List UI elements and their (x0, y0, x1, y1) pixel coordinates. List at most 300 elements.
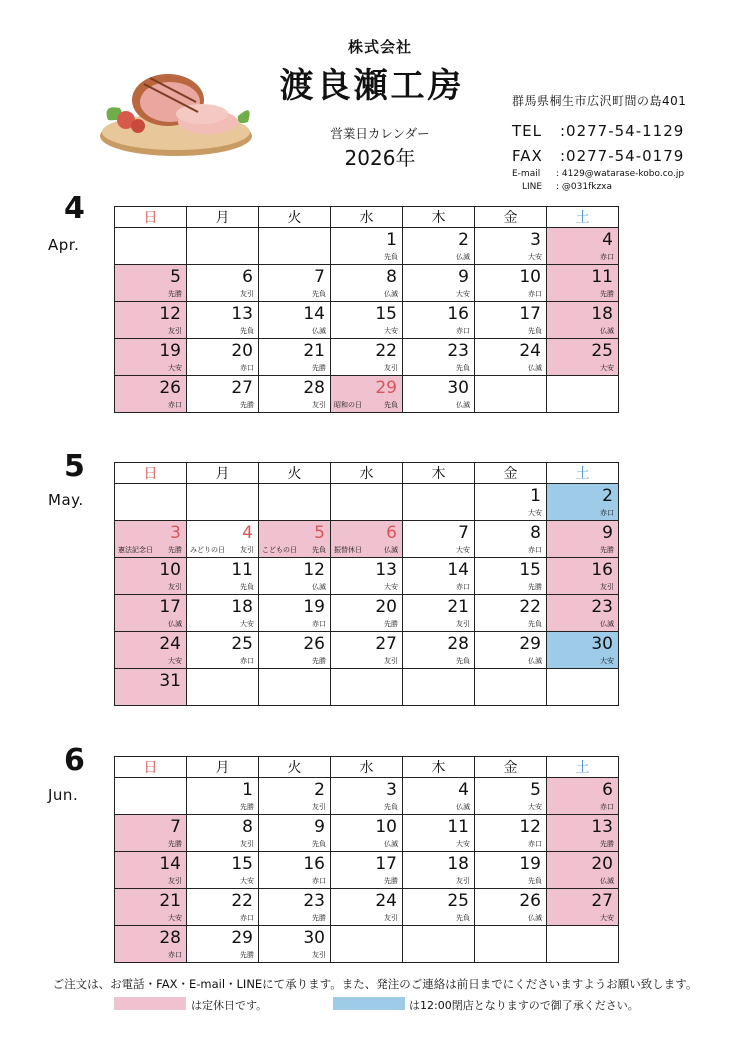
day-cell (331, 265, 403, 302)
weekday-header-row (115, 207, 619, 228)
rokuyo-label: 大安 (240, 620, 254, 628)
day-cell (187, 558, 259, 595)
day-number: 30 (303, 928, 325, 948)
weekday-header: 日 (115, 463, 187, 484)
day-cell (475, 852, 547, 889)
company-name: 渡良瀬工房 (279, 66, 465, 106)
rokuyo-label: 仏滅 (312, 583, 326, 591)
day-cell (547, 484, 619, 521)
empty-day-cell (259, 228, 331, 265)
weekday-header: 土 (547, 757, 619, 778)
day-number: 10 (375, 817, 397, 837)
rokuyo-label: 赤口 (312, 620, 326, 628)
day-cell (259, 632, 331, 669)
rokuyo-label: 先勝 (600, 840, 614, 848)
day-cell (403, 778, 475, 815)
rokuyo-label: 大安 (384, 327, 398, 335)
weekday-header: 水 (331, 757, 403, 778)
day-number: 24 (375, 891, 397, 911)
day-number: 15 (231, 854, 253, 874)
rokuyo-label: 大安 (528, 509, 542, 517)
day-cell (547, 302, 619, 339)
day-cell (547, 558, 619, 595)
week-row (115, 228, 619, 265)
day-cell (187, 265, 259, 302)
day-number: 27 (231, 378, 253, 398)
empty-day-cell (115, 484, 187, 521)
calendar-year: 2026年 (344, 146, 416, 170)
day-number: 16 (591, 560, 613, 580)
day-number: 28 (303, 378, 325, 398)
weekday-header: 月 (187, 463, 259, 484)
weekday-header: 木 (403, 757, 475, 778)
tel-line (512, 122, 684, 140)
day-number: 5 (530, 780, 541, 800)
rokuyo-label: 仏滅 (168, 620, 182, 628)
day-number: 4 (242, 523, 253, 543)
rokuyo-label: 仏滅 (456, 401, 470, 409)
day-number: 23 (447, 341, 469, 361)
empty-day-cell (115, 778, 187, 815)
rokuyo-label: 仏滅 (600, 877, 614, 885)
email-label: E-mail (512, 169, 541, 179)
day-cell (331, 521, 403, 558)
rokuyo-label: 先負 (456, 364, 470, 372)
june-calendar (114, 756, 619, 963)
weekday-header: 金 (475, 207, 547, 228)
rokuyo-label: 仏滅 (528, 364, 542, 372)
empty-day-cell (259, 484, 331, 521)
rokuyo-label: 仏滅 (528, 914, 542, 922)
day-cell (403, 632, 475, 669)
day-number: 18 (591, 304, 613, 324)
week-row (115, 484, 619, 521)
june-month-number: 6 (64, 743, 85, 778)
day-number: 31 (159, 671, 181, 691)
june-month-label: Jun. (48, 786, 79, 804)
day-number: 19 (303, 597, 325, 617)
day-cell (475, 484, 547, 521)
day-cell (475, 815, 547, 852)
day-number: 2 (458, 230, 469, 250)
rokuyo-label: 赤口 (600, 803, 614, 811)
day-cell (187, 339, 259, 376)
day-cell (187, 926, 259, 963)
day-cell (115, 632, 187, 669)
rokuyo-label: 先負 (528, 620, 542, 628)
tel-number[interactable]: :0277-54-1129 (560, 122, 685, 140)
rokuyo-label: 先負 (240, 327, 254, 335)
holiday-name: みどりの日 (190, 546, 225, 554)
empty-day-cell (475, 926, 547, 963)
day-cell (403, 265, 475, 302)
rokuyo-label: 仏滅 (456, 253, 470, 261)
rokuyo-label: 先負 (240, 583, 254, 591)
weekday-header: 金 (475, 757, 547, 778)
day-number: 27 (375, 634, 397, 654)
rokuyo-label: 先勝 (168, 546, 182, 554)
day-number: 22 (231, 891, 253, 911)
weekday-header: 月 (187, 757, 259, 778)
rokuyo-label: 友引 (384, 914, 398, 922)
day-cell (403, 302, 475, 339)
rokuyo-label: 先勝 (312, 364, 326, 372)
rokuyo-label: 仏滅 (528, 657, 542, 665)
day-number: 28 (159, 928, 181, 948)
day-cell (547, 521, 619, 558)
day-number: 21 (447, 597, 469, 617)
rokuyo-label: 友引 (600, 583, 614, 591)
week-row (115, 302, 619, 339)
day-number: 4 (458, 780, 469, 800)
day-number: 15 (375, 304, 397, 324)
rokuyo-label: 友引 (240, 546, 254, 554)
day-cell (331, 302, 403, 339)
day-cell (475, 889, 547, 926)
day-number: 19 (159, 341, 181, 361)
line-id-line (512, 182, 612, 192)
rokuyo-label: 赤口 (528, 546, 542, 554)
day-number: 3 (170, 523, 181, 543)
rokuyo-label: 先勝 (240, 803, 254, 811)
day-number: 5 (170, 267, 181, 287)
day-cell (547, 815, 619, 852)
rokuyo-label: 大安 (600, 364, 614, 372)
day-cell (331, 339, 403, 376)
weekday-header: 水 (331, 463, 403, 484)
day-cell (331, 595, 403, 632)
week-row (115, 669, 619, 706)
week-row (115, 595, 619, 632)
week-row (115, 265, 619, 302)
day-number: 9 (458, 267, 469, 287)
day-number: 9 (602, 523, 613, 543)
day-cell (475, 632, 547, 669)
empty-day-cell (187, 228, 259, 265)
rokuyo-label: 赤口 (600, 509, 614, 517)
day-cell (547, 228, 619, 265)
day-number: 27 (591, 891, 613, 911)
day-number: 24 (519, 341, 541, 361)
empty-day-cell (331, 669, 403, 706)
day-number: 9 (314, 817, 325, 837)
day-number: 29 (519, 634, 541, 654)
day-cell (547, 852, 619, 889)
calendar-title: 営業日カレンダー (330, 126, 430, 141)
day-cell (115, 265, 187, 302)
day-cell (115, 376, 187, 413)
day-number: 12 (519, 817, 541, 837)
empty-day-cell (547, 926, 619, 963)
weekday-header: 水 (331, 207, 403, 228)
day-cell (475, 778, 547, 815)
day-number: 6 (242, 267, 253, 287)
rokuyo-label: 仏滅 (384, 840, 398, 848)
order-note: ご注文は、お電話・FAX・E-mail・LINEにて承ります。また、発注のご連絡は前日までにくださいますようお願い致します。 (52, 977, 698, 991)
rokuyo-label: 赤口 (456, 327, 470, 335)
rokuyo-label: 大安 (528, 803, 542, 811)
day-number: 20 (231, 341, 253, 361)
rokuyo-label: 先勝 (240, 951, 254, 959)
rokuyo-label: 赤口 (312, 877, 326, 885)
legend-halfday-swatch (333, 997, 405, 1010)
day-cell (547, 265, 619, 302)
day-number: 3 (530, 230, 541, 250)
week-row (115, 815, 619, 852)
rokuyo-label: 大安 (456, 840, 470, 848)
email-line (512, 169, 684, 179)
day-number: 19 (519, 854, 541, 874)
rokuyo-label: 友引 (312, 803, 326, 811)
day-number: 12 (303, 560, 325, 580)
day-number: 26 (303, 634, 325, 654)
empty-day-cell (403, 669, 475, 706)
april-calendar (114, 206, 619, 413)
week-row (115, 852, 619, 889)
company-type: 株式会社 (347, 38, 412, 56)
rokuyo-label: 大安 (240, 877, 254, 885)
day-cell (259, 595, 331, 632)
day-number: 25 (231, 634, 253, 654)
rokuyo-label: 仏滅 (456, 803, 470, 811)
day-cell (115, 926, 187, 963)
rokuyo-label: 赤口 (456, 583, 470, 591)
week-row (115, 558, 619, 595)
day-cell (115, 302, 187, 339)
empty-day-cell (115, 228, 187, 265)
day-number: 7 (314, 267, 325, 287)
day-cell (115, 669, 187, 706)
weekday-header-row (115, 463, 619, 484)
day-number: 8 (530, 523, 541, 543)
day-cell (403, 889, 475, 926)
day-cell (259, 376, 331, 413)
day-cell (331, 815, 403, 852)
empty-day-cell (475, 669, 547, 706)
day-cell (187, 889, 259, 926)
day-cell (187, 852, 259, 889)
day-cell (475, 339, 547, 376)
april-month-number: 4 (64, 191, 85, 226)
day-number: 21 (303, 341, 325, 361)
day-number: 30 (447, 378, 469, 398)
day-number: 20 (591, 854, 613, 874)
line-label: LINE (522, 182, 543, 192)
empty-day-cell (403, 484, 475, 521)
day-cell (187, 376, 259, 413)
day-number: 14 (159, 854, 181, 874)
empty-day-cell (403, 926, 475, 963)
day-cell (475, 265, 547, 302)
rokuyo-label: 先負 (528, 877, 542, 885)
day-cell (259, 926, 331, 963)
day-cell (259, 815, 331, 852)
day-number: 3 (386, 780, 397, 800)
rokuyo-label: 大安 (168, 364, 182, 372)
day-cell (403, 558, 475, 595)
day-cell (403, 521, 475, 558)
day-cell (547, 339, 619, 376)
day-cell (115, 521, 187, 558)
day-number: 5 (314, 523, 325, 543)
rokuyo-label: 先負 (456, 657, 470, 665)
rokuyo-label: 先負 (312, 546, 326, 554)
tel-label: TEL (512, 122, 542, 140)
day-cell (403, 815, 475, 852)
rokuyo-label: 大安 (600, 657, 614, 665)
weekday-header: 火 (259, 757, 331, 778)
week-row (115, 521, 619, 558)
may-month-number: 5 (64, 449, 85, 484)
day-number: 29 (231, 928, 253, 948)
ham-illustration (98, 64, 256, 160)
rokuyo-label: 友引 (456, 877, 470, 885)
day-number: 2 (314, 780, 325, 800)
rokuyo-label: 先勝 (528, 583, 542, 591)
day-cell (547, 595, 619, 632)
day-number: 10 (519, 267, 541, 287)
holiday-name: 昭和の日 (334, 401, 362, 409)
day-cell (115, 339, 187, 376)
day-cell (187, 815, 259, 852)
day-number: 14 (447, 560, 469, 580)
day-number: 6 (386, 523, 397, 543)
rokuyo-label: 赤口 (240, 914, 254, 922)
day-number: 25 (447, 891, 469, 911)
weekday-header: 日 (115, 207, 187, 228)
empty-day-cell (187, 669, 259, 706)
weekday-header: 日 (115, 757, 187, 778)
day-cell (475, 228, 547, 265)
day-cell (187, 302, 259, 339)
rokuyo-label: 大安 (168, 914, 182, 922)
rokuyo-label: 先勝 (312, 914, 326, 922)
day-number: 11 (231, 560, 253, 580)
day-number: 23 (303, 891, 325, 911)
day-cell (187, 595, 259, 632)
legend-holiday-text: は定休日です。 (191, 999, 268, 1012)
day-number: 17 (519, 304, 541, 324)
week-row (115, 339, 619, 376)
rokuyo-label: 先負 (384, 401, 398, 409)
rokuyo-label: 先勝 (384, 620, 398, 628)
rokuyo-label: 赤口 (168, 401, 182, 409)
fax-number: :0277-54-0179 (560, 147, 685, 165)
rokuyo-label: 先勝 (312, 657, 326, 665)
weekday-header: 木 (403, 463, 475, 484)
rokuyo-label: 先勝 (168, 840, 182, 848)
rokuyo-label: 赤口 (168, 951, 182, 959)
day-number: 2 (602, 486, 613, 506)
empty-day-cell (331, 926, 403, 963)
rokuyo-label: 先負 (312, 840, 326, 848)
rokuyo-label: 大安 (600, 914, 614, 922)
rokuyo-label: 仏滅 (600, 620, 614, 628)
day-number: 22 (375, 341, 397, 361)
rokuyo-label: 友引 (240, 290, 254, 298)
rokuyo-label: 大安 (528, 253, 542, 261)
day-number: 13 (375, 560, 397, 580)
empty-day-cell (547, 376, 619, 413)
day-cell (331, 632, 403, 669)
rokuyo-label: 仏滅 (600, 327, 614, 335)
email-address[interactable]: : 4129@watarase-kobo.co.jp (556, 169, 685, 179)
rokuyo-label: 仏滅 (384, 290, 398, 298)
rokuyo-label: 先勝 (168, 290, 182, 298)
day-number: 1 (242, 780, 253, 800)
day-cell (259, 889, 331, 926)
day-cell (115, 558, 187, 595)
day-number: 26 (519, 891, 541, 911)
rokuyo-label: 友引 (168, 877, 182, 885)
line-id[interactable]: : @031fkzxa (556, 182, 613, 192)
day-number: 8 (242, 817, 253, 837)
day-cell (331, 852, 403, 889)
weekday-header: 木 (403, 207, 475, 228)
day-number: 23 (591, 597, 613, 617)
day-cell (259, 265, 331, 302)
fax-label: FAX (512, 147, 543, 165)
day-cell (547, 778, 619, 815)
rokuyo-label: 友引 (168, 327, 182, 335)
day-number: 6 (602, 780, 613, 800)
rokuyo-label: 赤口 (240, 364, 254, 372)
rokuyo-label: 大安 (384, 583, 398, 591)
day-number: 22 (519, 597, 541, 617)
empty-day-cell (331, 484, 403, 521)
rokuyo-label: 大安 (456, 290, 470, 298)
rokuyo-label: 赤口 (240, 657, 254, 665)
day-number: 16 (303, 854, 325, 874)
rokuyo-label: 友引 (384, 657, 398, 665)
day-number: 25 (591, 341, 613, 361)
day-number: 10 (159, 560, 181, 580)
rokuyo-label: 友引 (312, 951, 326, 959)
empty-day-cell (475, 376, 547, 413)
day-cell (331, 889, 403, 926)
day-cell (403, 339, 475, 376)
day-number: 13 (231, 304, 253, 324)
day-number: 8 (386, 267, 397, 287)
day-number: 7 (458, 523, 469, 543)
day-cell (259, 558, 331, 595)
weekday-header-row (115, 757, 619, 778)
rokuyo-label: 先勝 (384, 877, 398, 885)
day-number: 17 (375, 854, 397, 874)
rokuyo-label: 大安 (168, 657, 182, 665)
rokuyo-label: 赤口 (528, 840, 542, 848)
day-number: 13 (591, 817, 613, 837)
day-number: 15 (519, 560, 541, 580)
rokuyo-label: 先負 (384, 803, 398, 811)
weekday-header: 火 (259, 463, 331, 484)
day-cell (475, 558, 547, 595)
day-number: 14 (303, 304, 325, 324)
day-cell (115, 815, 187, 852)
day-cell (115, 889, 187, 926)
may-calendar (114, 462, 619, 706)
empty-day-cell (187, 484, 259, 521)
day-cell (403, 228, 475, 265)
legend-holiday-swatch (114, 997, 186, 1010)
weekday-header: 月 (187, 207, 259, 228)
rokuyo-label: 先勝 (240, 401, 254, 409)
rokuyo-label: 友引 (384, 364, 398, 372)
day-number: 20 (375, 597, 397, 617)
empty-day-cell (547, 669, 619, 706)
day-cell (187, 632, 259, 669)
rokuyo-label: 赤口 (528, 290, 542, 298)
